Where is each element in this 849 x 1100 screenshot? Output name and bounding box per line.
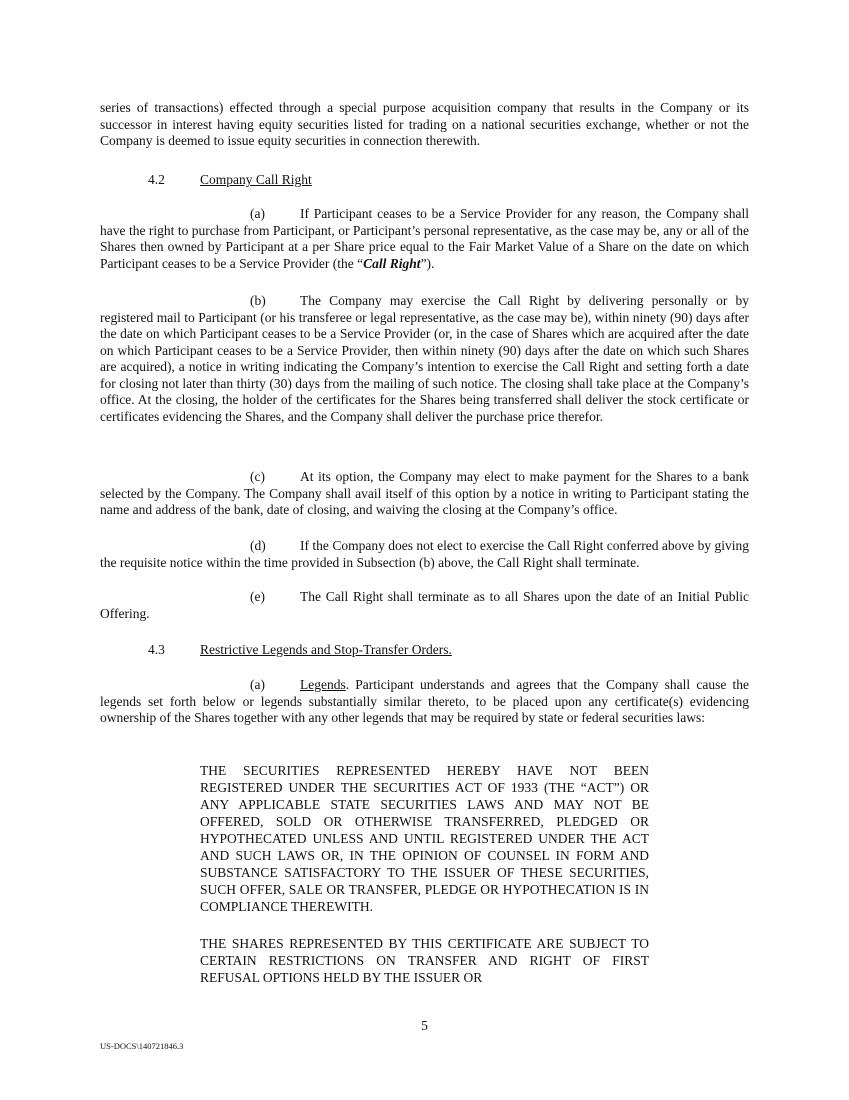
restrictive-legend-1: THE SECURITIES REPRESENTED HEREBY HAVE NOT BEEN REGISTERED UNDER THE SECURITIES ACT OF 1933 (THE “ACT”) OR ANY APPLICABLE STATE SECURITIES LAWS AND MAY NOT BE OFFERED, SOLD OR OTHERWISE TRANSFERRED, PLEDGED OR HYPOTHECATED UNLESS AND UNTIL REGISTERED UNDER THE ACT AND SUCH LAWS OR, IN THE OPINION OF COUNSEL IN FORM AND SUBSTANCE SATISFACTORY TO THE ISSUER OF THESE SECURITIES, SUCH OFFER, SALE OR TRANSFER, PLEDGE OR HYPOTHECATION IS IN COMPLIANCE THEREWITH.: [200, 763, 649, 914]
document-id: US-DOCS\140721846.3: [100, 1041, 184, 1051]
paragraph-4-3-a: [100, 677, 749, 727]
paragraph-4-2-b: [100, 293, 749, 425]
section-4-2-heading: [148, 172, 312, 189]
intro-paragraph: series of transactions) effected through a special purpose acquisition company that results in the Company or its successor in interest having equity securities listed for trading on a national securities exchange, whether or not the Company is deemed to issue equity securities in connection therewith.: [100, 100, 749, 148]
paragraph-text: The Company may exercise the Call Right by delivering personally or by registered mail to Participant (or his transferee or legal representative, as the case may be), within ninety (90) days after the date on which Participant ceases to be a Service Provider (or, in the case of Shares which are acquired after the date on which Participant ceases to be a Service Provider, then within ninety (90) days after the date on which such Shares are acquired), a notice in writing indicating the Company’s intention to exercise the Call Right and setting forth a date for closing not later than thirty (30) days from the mailing of such notice. The closing shall take place at the Company’s office. At the closing, the holder of the certificates for the Shares being transferred shall deliver the stock certificate or certificates evidencing the Shares, and the Company shall deliver the purchase price therefor.: [100, 293, 749, 424]
section-title: Restrictive Legends and Stop-Transfer Orders.: [200, 642, 452, 657]
section-number: 4.2: [148, 172, 165, 187]
defined-term: Call Right: [363, 255, 421, 271]
section-number: 4.3: [148, 642, 165, 657]
page-number: 5: [421, 1018, 428, 1033]
subsection-label: (a): [250, 677, 265, 692]
paragraph-text: If Participant ceases to be a Service Provider for any reason, the Company shall have the right to purchase from Participant, or Participant’s personal representative, as the case may be, any or all of the Shares then owned by Participant at a per Share price equal to the Fair Market Value of a Share on the date on which Participant ceases to be a Service Provider (the “: [100, 206, 749, 271]
subsection-label: (e): [250, 589, 265, 604]
subsection-label: (d): [250, 538, 266, 553]
subsection-label: (b): [250, 293, 266, 308]
paragraph-text: The Call Right shall terminate as to all Shares upon the date of an Initial Public Offering.: [100, 589, 749, 621]
paragraph-text: At its option, the Company may elect to make payment for the Shares to a bank selected by the Company. The Company shall avail itself of this option by a notice in writing to Participant stating the name and address of the bank, date of closing, and waiving the closing at the Company’s office.: [100, 469, 749, 517]
paragraph-4-2-a: [100, 206, 749, 272]
section-title: Company Call Right: [200, 172, 312, 187]
paragraph-text: If the Company does not elect to exercise the Call Right conferred above by giving the requisite notice within the time provided in Subsection (b) above, the Call Right shall terminate.: [100, 538, 749, 570]
subsection-heading: Legends: [300, 677, 346, 692]
paragraph-text: ”).: [420, 255, 435, 271]
paragraph-text: . Participant understands and agrees that the Company shall cause the legends set forth below or legends substantially similar thereto, to be placed upon any certificate(s) evidencing ownership of the Shares together with any other legends that may be required by state or federal securities laws:: [100, 677, 749, 725]
paragraph-4-2-d: [100, 538, 749, 571]
subsection-label: (c): [250, 469, 265, 484]
subsection-label: (a): [250, 206, 265, 221]
section-4-3-heading: [148, 642, 452, 659]
paragraph-4-2-e: [100, 589, 749, 622]
paragraph-4-2-c: [100, 469, 749, 519]
restrictive-legend-2: THE SHARES REPRESENTED BY THIS CERTIFICATE ARE SUBJECT TO CERTAIN RESTRICTIONS ON TRANSFER AND RIGHT OF FIRST REFUSAL OPTIONS HELD BY THE ISSUER OR: [200, 936, 649, 985]
